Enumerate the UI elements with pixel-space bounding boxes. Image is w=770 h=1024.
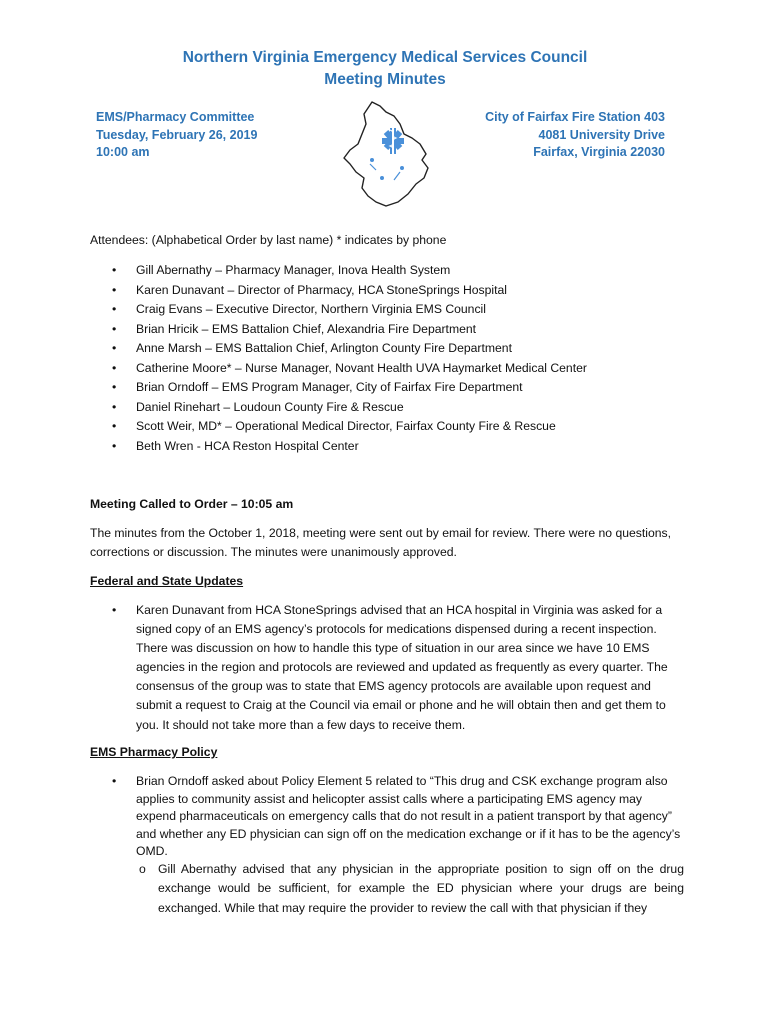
location-name: City of Fairfax Fire Station 403: [485, 110, 665, 124]
bullet-icon: •: [112, 263, 117, 277]
list-item: • Brian Orndoff – EMS Program Manager, City of Fairfax Fire Department: [112, 378, 587, 398]
bullet-icon: •: [112, 399, 117, 414]
called-to-order-heading: Meeting Called to Order – 10:05 am: [90, 497, 294, 511]
list-item: • Karen Dunavant – Director of Pharmacy, HCA StoneSprings Hospital: [112, 281, 587, 301]
minutes-approval-text: The minutes from the October 1, 2018, meeting were sent out by email for review. There were no questions, corrections or discussion. The minutes were unanimously approved.: [90, 526, 672, 560]
sub-bullet-icon: o: [139, 862, 146, 876]
ems-pharmacy-sub-text: Gill Abernathy advised that any physician in the appropriate position to sign off on the drug exchange would be sufficient, for example the ED physician where your drugs are being exchanged. While that may require the provider to review the call with that physician if they: [158, 862, 684, 915]
list-item: • Scott Weir, MD* – Operational Medical Director, Fairfax County Fire & Rescue: [112, 417, 587, 437]
bullet-icon: •: [112, 438, 117, 453]
bullet-icon: •: [112, 419, 117, 433]
attendees-list: [112, 261, 587, 456]
bullet-icon: •: [112, 302, 117, 316]
bullet-icon: •: [112, 603, 117, 617]
federal-state-text: Karen Dunavant from HCA StoneSprings advised that an HCA hospital in Virginia was asked for a signed copy of an EMS agency’s protocols for medications dispensed during a recent inspection. There was discussion on how to handle this type of situation in our area since we have 10 EMS agencies in the region and protocols are reviewed and updated as frequently as every quarter. The consensus of the group was to state that EMS agency protocols are available upon request and submit a request to Craig at the Council via email or phone and he will obtain then and get them to you. It should not take more than a few days to receive them.: [136, 603, 668, 732]
bullet-icon: •: [112, 380, 117, 394]
bullet-icon: •: [112, 321, 117, 336]
page-title: Northern Virginia Emergency Medical Services Council: [182, 49, 588, 66]
location-street: 4081 University Drive: [538, 127, 665, 142]
ems-pharmacy-heading: EMS Pharmacy Policy: [90, 745, 218, 759]
ems-pharmacy-sub-item: [136, 860, 684, 918]
list-item: • Craig Evans – Executive Director, Northern Virginia EMS Council: [112, 300, 587, 320]
list-item: • Gill Abernathy – Pharmacy Manager, Inova Health System: [112, 261, 587, 281]
list-item: • Brian Hricik – EMS Battalion Chief, Alexandria Fire Department: [112, 320, 587, 340]
bullet-icon: •: [112, 341, 117, 355]
ems-pharmacy-item: [112, 773, 684, 861]
bullet-icon: •: [112, 774, 117, 788]
federal-state-item: [112, 601, 684, 735]
meeting-info: [96, 109, 257, 162]
bullet-icon: •: [112, 282, 117, 297]
ems-pharmacy-text: Brian Orndoff asked about Policy Element 5 related to “This drug and CSK exchange program also applies to community assist and helicopter assist calls where a participating EMS agency may expend pharmaceuticals on emergency calls that do not result in a patient transport by that agency” and whether any ED physician can sign off on the medication exchange or if it has to be the agency’s OMD.: [136, 774, 681, 859]
meeting-location: [485, 109, 665, 162]
northern-virginia-map-star-of-life-logo: [342, 98, 432, 210]
attendees-intro: Attendees: (Alphabetical Order by last name) * indicates by phone: [90, 233, 447, 247]
list-item: • Beth Wren - HCA Reston Hospital Center: [112, 437, 587, 457]
meeting-date: Tuesday, February 26, 2019: [96, 127, 258, 142]
location-city: Fairfax, Virginia 22030: [533, 145, 665, 159]
list-item: • Anne Marsh – EMS Battalion Chief, Arlington County Fire Department: [112, 339, 587, 359]
federal-state-heading: Federal and State Updates: [90, 574, 244, 588]
meeting-time: 10:00 am: [96, 145, 150, 159]
list-item: • Catherine Moore* – Nurse Manager, Novant Health UVA Haymarket Medical Center: [112, 359, 587, 379]
page-subtitle: Meeting Minutes: [324, 71, 446, 88]
bullet-icon: •: [112, 360, 117, 375]
list-item: • Daniel Rinehart – Loudoun County Fire & Rescue: [112, 398, 587, 418]
committee-name: EMS/Pharmacy Committee: [96, 110, 255, 124]
